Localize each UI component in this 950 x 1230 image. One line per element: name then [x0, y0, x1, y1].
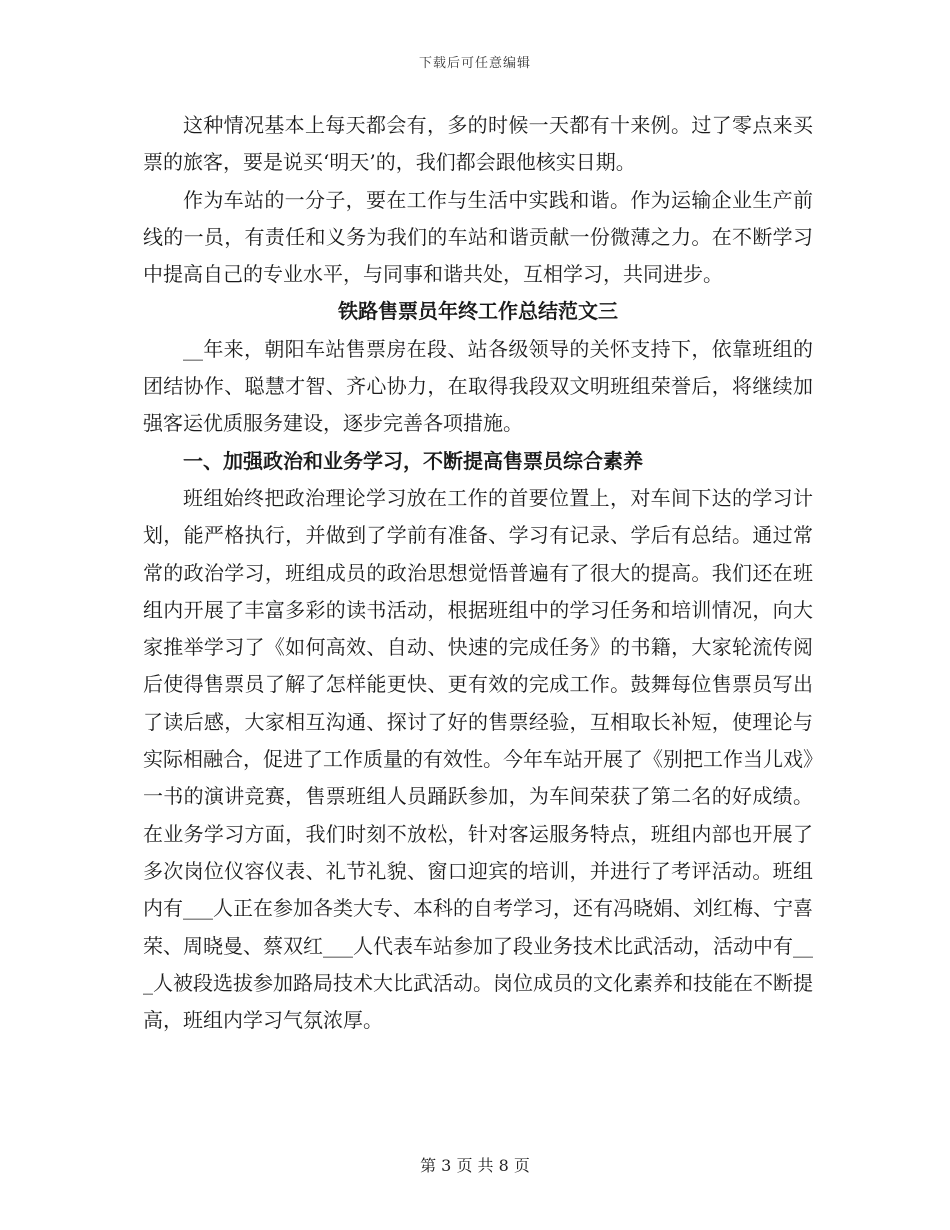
paragraph: __年来，朝阳车站售票房在段、站各级领导的关怀支持下，依靠班组的团结协作、聪慧才智、齐心协力，在取得我段双文明班组荣誉后，将继续加强客运优质服务建设，逐步完善各项措施。 — [143, 336, 813, 436]
section-title: 铁路售票员年终工作总结范文三 — [338, 299, 618, 324]
paragraph: 班组始终把政治理论学习放在工作的首要位置上，对车间下达的学习计划，能严格执行，并做到了学前有准备、学习有记录、学后有总结。通过常常的政治学习，班组成员的政治思想觉悟普遍有了很大的提高。我们还在班组内开展了丰富多彩的读书活动，根据班组中的学习任务和培训情况，向大家推举学习了《如何高效、自动、快速的完成任务》的书籍，大家轮流传阅后使得售票员了解了怎样能更快、更有效的完成工作。鼓舞每位售票员写出了读后感，大家相互沟通、探讨了好的售票经验，互相取长补短，使理论与实际相融合，促进了工作质量的有效性。今年车站开展了《别把工作当儿戏》一书的演讲竞赛，售票班组人员踊跃参加，为车间荣获了第二名的好成绩。在业务学习方面，我们时刻不放松，针对客运服务特点，班组内部也开展了多次岗位仪容仪表、礼节礼貌、窗口迎宾的培训，并进行了考评活动。班组内有___人正在参加各类大专、本科的自考学习，还有冯晓娟、刘红梅、宁喜荣、周晓曼、蔡双红___人代表车站参加了段业务技术比武活动，活动中有___人被段选拔参加路局技术大比武活动。岗位成员的文化素养和技能在不断提高，班组内学习气氛浓厚。 — [143, 485, 813, 1033]
page-header-note: 下载后可任意编辑 — [418, 56, 531, 71]
paragraph: 作为车站的一分子，要在工作与生活中实践和谐。作为运输企业生产前线的一员，有责任和义务为我们的车站和谐贡献一份微薄之力。在不断学习中提高自己的专业水平，与同事和谐共处，互相学习，共同进步。 — [143, 187, 813, 287]
section-heading: 一、加强政治和业务学习，不断提高售票员综合素养 — [183, 448, 643, 473]
page-number-footer: 第 3 页 共 8 页 — [420, 1156, 530, 1175]
document-body — [143, 107, 813, 1039]
paragraph: 这种情况基本上每天都会有，多的时候一天都有十来例。过了零点来买票的旅客，要是说买‘明天’的，我们都会跟他核实日期。 — [143, 113, 813, 175]
